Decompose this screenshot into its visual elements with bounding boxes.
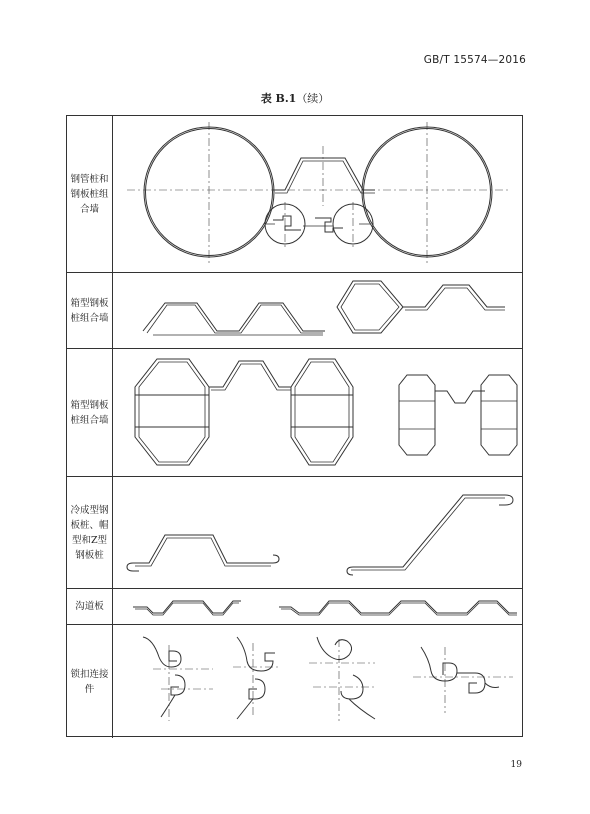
- standard-code: GB/T 15574—2016: [423, 54, 526, 66]
- row-label: 沟道板: [75, 601, 104, 612]
- table-row: [67, 349, 522, 477]
- table-row: [67, 477, 522, 589]
- row-label: 钢管桩和钢板桩组合墙: [70, 173, 109, 215]
- table-row: [67, 625, 522, 738]
- row-label: 箱型钢板桩组合墙: [70, 297, 109, 324]
- trench-sheet-figure: [113, 589, 522, 624]
- cold-formed-hat-z-sheet-pile-figure: [113, 477, 522, 588]
- box-sheet-pile-wall-figure-a: [113, 273, 522, 348]
- table-caption: [0, 90, 590, 106]
- table-title: 表 B.1: [260, 92, 297, 105]
- table-row: [67, 589, 522, 625]
- pipe-sheet-combined-wall-figure: [113, 116, 522, 272]
- table-title-suffix: （续）: [296, 92, 330, 105]
- row-label: 锁扣连接件: [70, 668, 109, 695]
- figure-table: [66, 115, 523, 737]
- box-sheet-pile-wall-figure-b: [113, 349, 522, 476]
- table-row: [67, 273, 522, 349]
- row-label: 冷成型钢板桩、帽型和Z型钢板桩: [70, 504, 109, 561]
- interlock-connector-figure: [113, 625, 522, 738]
- row-label: 箱型钢板桩组合墙: [70, 399, 109, 426]
- table-row: [67, 116, 522, 273]
- page-number: 19: [510, 760, 522, 770]
